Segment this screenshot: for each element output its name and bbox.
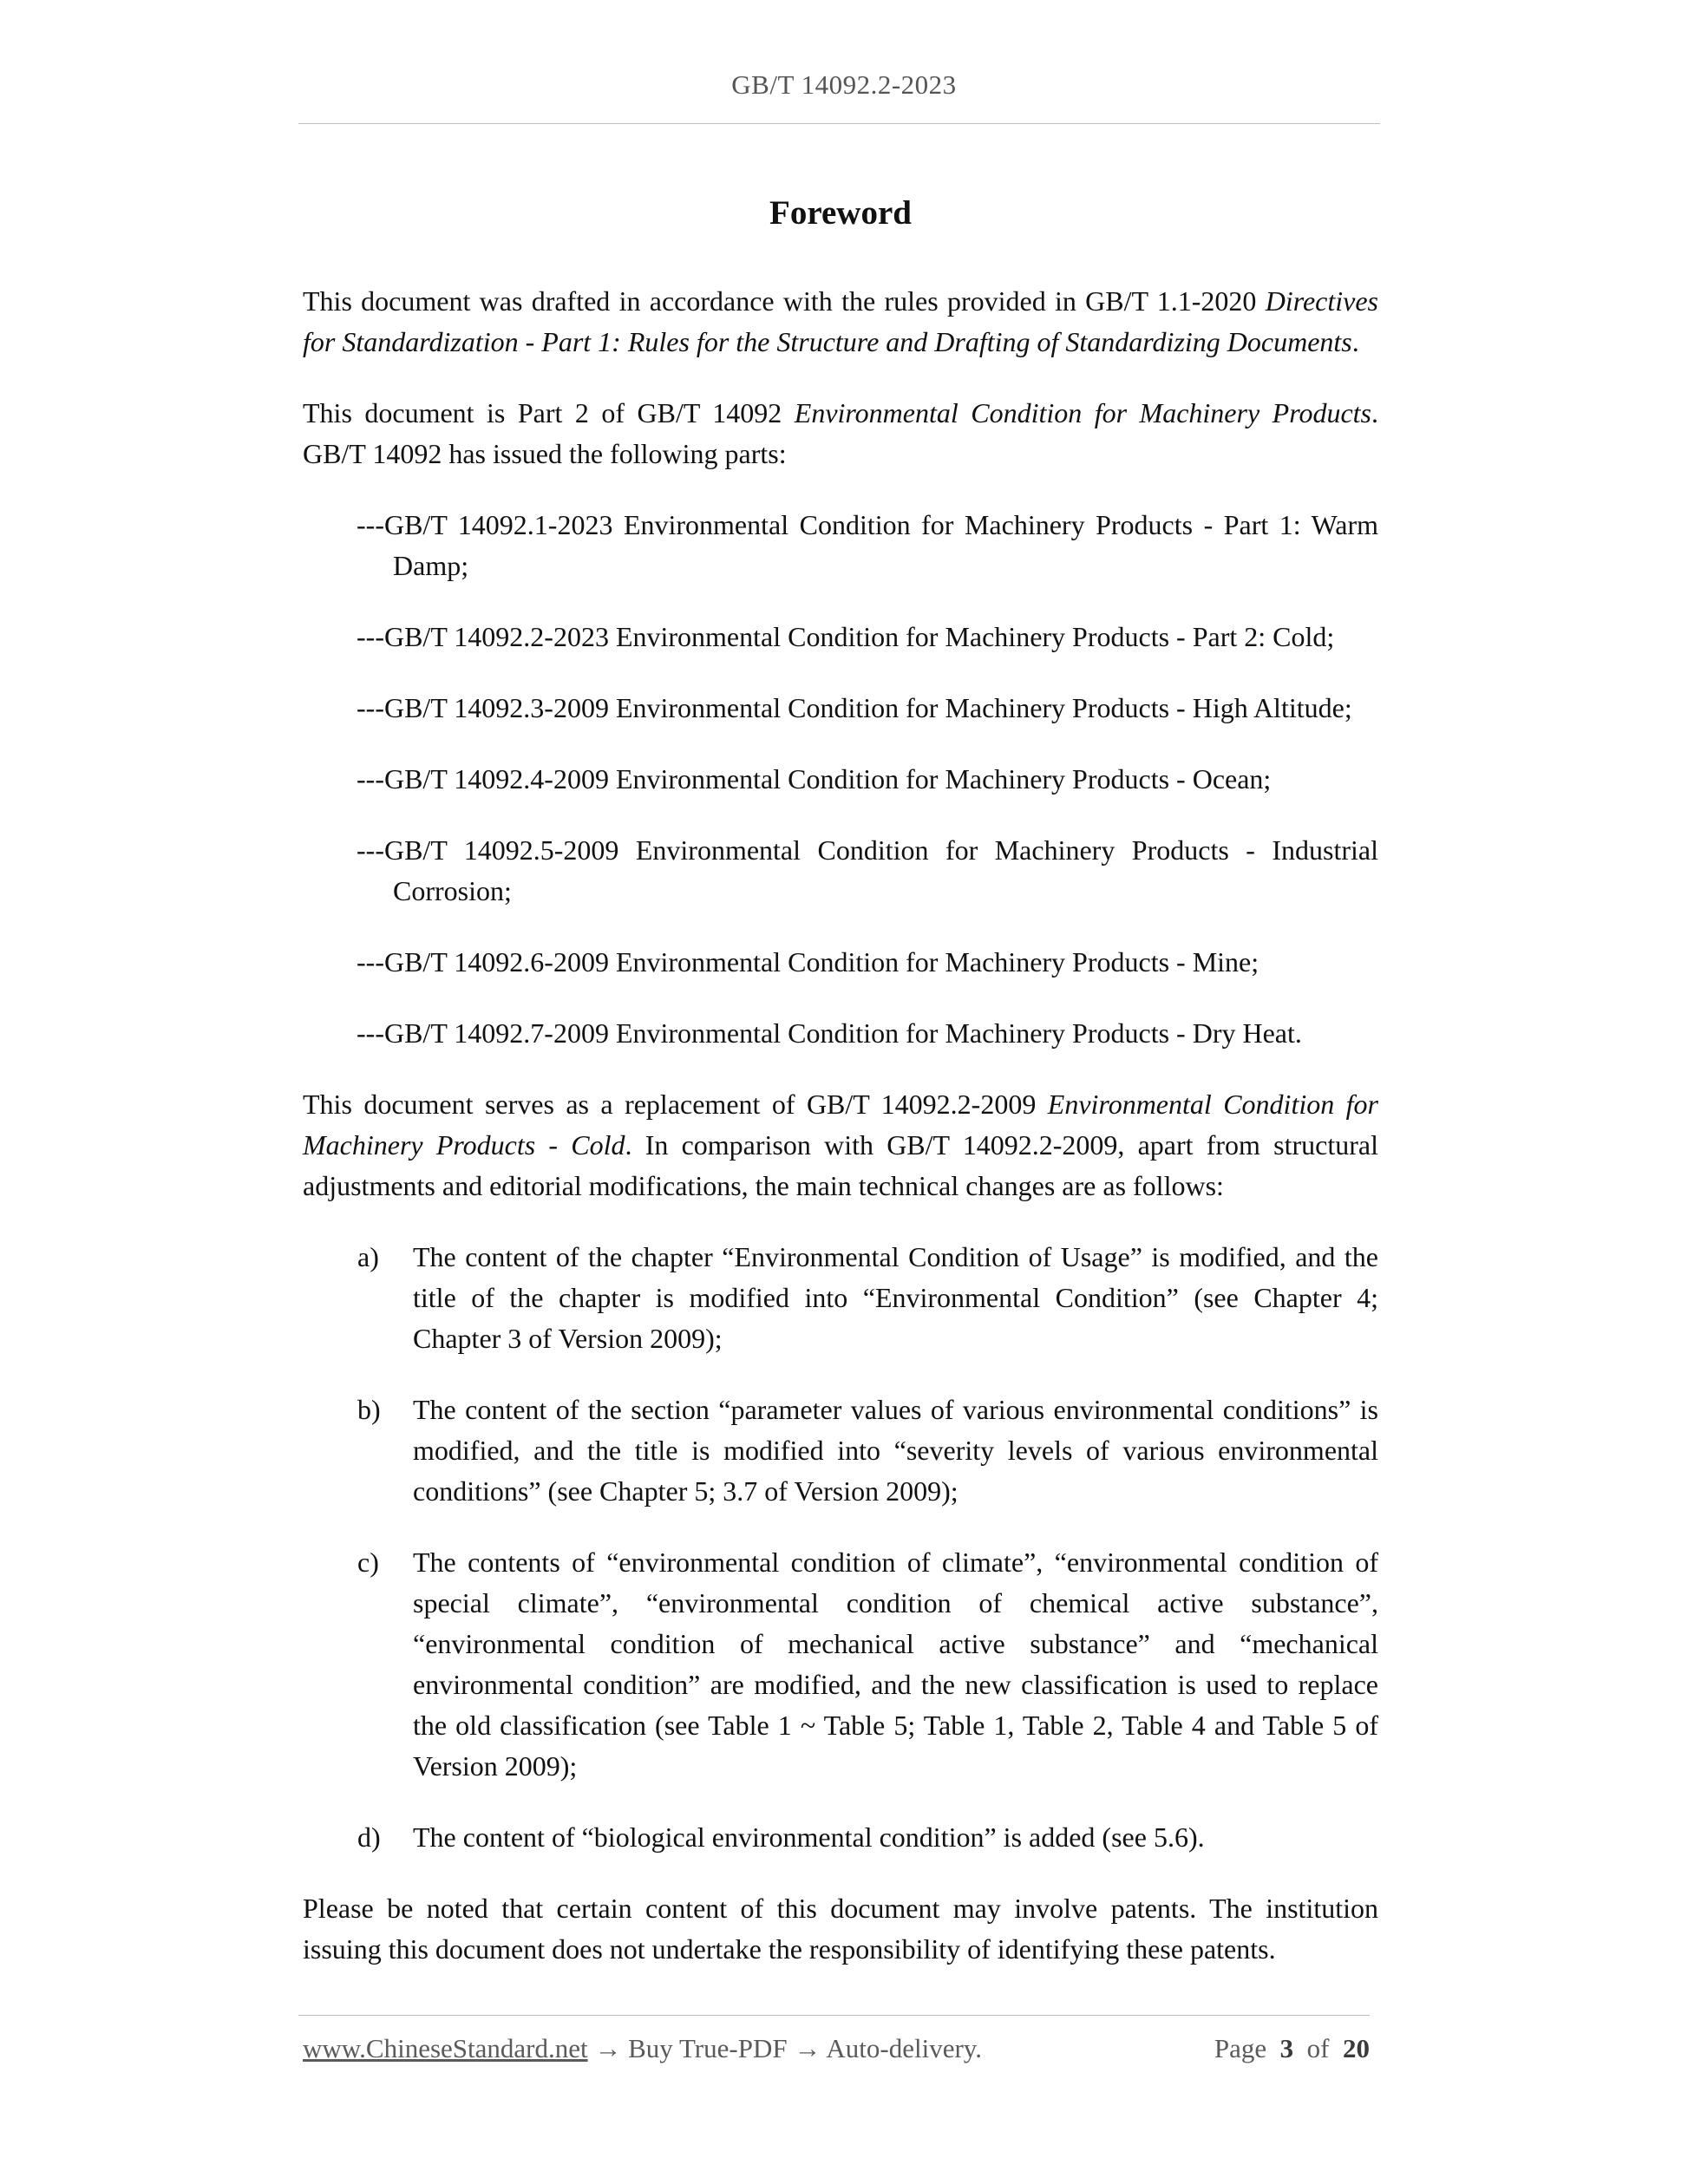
paragraph-part-info bbox=[303, 393, 1378, 474]
list-item-text: The contents of “environmental condition of climate”, “environmental condition of special climate”, “environmental condition of chemical active substance”, “environmental condition of mechanical active substance” and “mechanical environmental condition” are modified, and the new classification is used to replace the old classification (see Table 1 ~ Table 5; Table 1, Table 2, Table 4 and Table 5 of Version 2009); bbox=[413, 1546, 1378, 1782]
page-title: Foreword bbox=[769, 194, 912, 232]
header-doc-code: GB/T 14092.2-2023 bbox=[731, 69, 957, 100]
paragraph-replacement bbox=[303, 1084, 1378, 1206]
list-item-text: The content of the chapter “Environmental Condition of Usage” is modified, and the title of the chapter is modified into “Environmental Condition” (see Chapter 4; Chapter 3 of Version 2009); bbox=[413, 1241, 1378, 1354]
list-item-text: The content of “biological environmental condition” is added (see 5.6). bbox=[413, 1821, 1205, 1853]
paragraph-patents: Please be noted that certain content of this document may involve patents. The institution issuing this document does not undertake the responsibility of identifying these patents. bbox=[303, 1893, 1378, 1965]
paragraph-text: This document is Part 2 of GB/T 14092 bbox=[303, 397, 795, 428]
page-number: 3 bbox=[1279, 2033, 1294, 2063]
list-item bbox=[357, 1390, 1378, 1512]
list-item: ---GB/T 14092.1-2023 Environmental Condition for Machinery Products - Part 1: Warm Damp; bbox=[357, 509, 1378, 581]
paragraph-text: . bbox=[1351, 326, 1359, 357]
list-item: ---GB/T 14092.6-2009 Environmental Condition for Machinery Products - Mine; bbox=[357, 946, 1259, 978]
arrow-right-icon: → bbox=[587, 2033, 629, 2063]
list-item-label: c) bbox=[357, 1546, 379, 1578]
changes-list bbox=[303, 1237, 1378, 1858]
arrow-right-icon: → bbox=[787, 2033, 827, 2063]
list-item bbox=[357, 1817, 1378, 1858]
website-link[interactable]: www.ChineseStandard.net bbox=[303, 2033, 588, 2063]
page-word: Page bbox=[1214, 2033, 1267, 2063]
cited-title: Directives for Standardization - Part 1: Rules for the Structure and Drafting of Standardizing Documents bbox=[303, 285, 1378, 357]
paragraph-text: . In comparison with GB/T 14092.2-2009, apart from structural adjustments and editorial modifications, the main technical changes are as follows: bbox=[303, 1129, 1379, 1201]
list-item: ---GB/T 14092.5-2009 Environmental Condition for Machinery Products - Industrial Corrosion; bbox=[357, 834, 1378, 906]
list-item-label: b) bbox=[357, 1394, 381, 1425]
list-item: ---GB/T 14092.3-2009 Environmental Condition for Machinery Products - High Altitude; bbox=[357, 692, 1352, 723]
paragraph-drafting-rules bbox=[303, 281, 1378, 363]
cited-title: Environmental Condition for Machinery Products bbox=[794, 397, 1372, 428]
footer-divider bbox=[298, 2015, 1370, 2016]
list-item: ---GB/T 14092.7-2009 Environmental Condition for Machinery Products - Dry Heat. bbox=[357, 1017, 1302, 1049]
total-pages: 20 bbox=[1343, 2033, 1370, 2063]
paragraph-text: This document was drafted in accordance with the rules provided in GB/T 1.1-2020 bbox=[303, 285, 1266, 317]
cited-title: Environmental Condition for Machinery Products - Cold bbox=[303, 1089, 1379, 1161]
buy-pdf-text: Buy True-PDF bbox=[628, 2033, 788, 2063]
page-indicator bbox=[1214, 2033, 1370, 2064]
list-item-label: d) bbox=[357, 1821, 381, 1853]
paragraph-text: . GB/T 14092 has issued the following parts: bbox=[303, 397, 1379, 469]
list-item bbox=[357, 1542, 1378, 1787]
parts-list bbox=[303, 505, 1378, 1054]
list-item bbox=[357, 1237, 1378, 1359]
document-body bbox=[303, 189, 1378, 2000]
list-item-text: The content of the section “parameter values of various environmental conditions” is modified, and the title is modified into “severity levels of various environmental conditions” (see Chapter 5; 3.7 of Version 2009); bbox=[413, 1394, 1378, 1507]
footer-promo bbox=[303, 2033, 982, 2064]
of-word: of bbox=[1306, 2033, 1330, 2063]
paragraph-text: This document serves as a replacement of GB/T 14092.2-2009 bbox=[303, 1089, 1048, 1120]
auto-delivery-text: Auto-delivery. bbox=[826, 2033, 983, 2063]
header-divider bbox=[298, 123, 1380, 124]
list-item: ---GB/T 14092.2-2023 Environmental Condition for Machinery Products - Part 2: Cold; bbox=[357, 621, 1335, 652]
list-item-label: a) bbox=[357, 1241, 379, 1272]
list-item: ---GB/T 14092.4-2009 Environmental Condition for Machinery Products - Ocean; bbox=[357, 763, 1272, 794]
